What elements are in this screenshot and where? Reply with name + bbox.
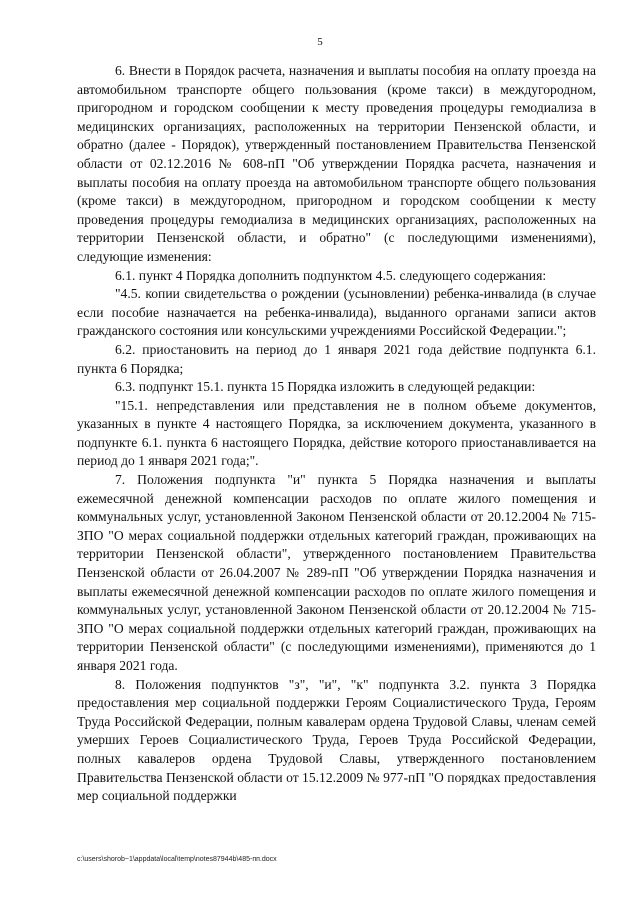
page-number: 5 [317, 36, 323, 48]
paragraph-6-2: 6.2. приостановить на период до 1 января 2021 года действие подпункта 6.1. пункта 6 Порядка; [77, 341, 596, 376]
paragraph-6-1: 6.1. пункт 4 Порядка дополнить подпунктом 4.5. следующего содержания: [115, 267, 547, 283]
paragraph-6: 6. Внести в Порядок расчета, назначения и выплаты пособия на оплату проезда на автомобильном транспорте общего пользования (кроме такси) в междугородном, пригородном и городском сообщении к месту проведения процедуры гемодиализа в медицинских организациях, расположенных на территории Пензенской области, и обратно (далее - Порядок), утвержденный постановлением Правительства Пензенской области от 02.12.2016 № 608-пП "Об утверждении Порядка расчета, назначения и выплаты пособия на оплату проезда на автомобильном транспорте общего пользования (кроме такси) в междугородном, пригородном и городском сообщении к месту проведения процедуры гемодиализа в медицинских организациях, расположенных на территории Пензенской области, и обратно" (с последующими изменениями), следующие изменения: [77, 63, 596, 264]
paragraph-15-1-quote: "15.1. непредставления или представления не в полном объеме документов, указанных в пункте 4 настоящего Порядка, за исключением документа, указанного в подпункте 6.1. пункта 6 настоящего Порядка, действие которого приостанавливается на период до 1 января 2021 года;". [77, 397, 596, 469]
paragraph-8: 8. Положения подпунктов "з", "и", "к" подпункта 3.2. пункта 3 Порядка предоставления мер социальной поддержки Героям Социалистического Труда, Героям Труда Российской Федерации, полным кавалерам ордена Трудовой Славы, членам семей умерших Героев Социалистического Труда, Героев Труда Российской Федерации, полных кавалеров ордена Трудовой Славы, утвержденного постановлением Правительства Пензенской области от 15.12.2009 № 977-пП "О порядках предоставления мер социальной поддержки [77, 676, 596, 804]
paragraph-7: 7. Положения подпункта "и" пункта 5 Порядка назначения и выплаты ежемесячной денежной компенсации расходов по оплате жилого помещения и коммунальных услуг, установленной Законом Пензенской области от 20.12.2004 № 715-ЗПО "О мерах социальной поддержки отдельных категорий граждан, проживающих на территории Пензенской области", утвержденного постановлением Правительства Пензенской области от 26.04.2007 № 289-пП "Об утверждении Порядка назначения и выплаты ежемесячной денежной компенсации расходов по оплате жилого помещения и коммунальных услуг, установленной Законом Пензенской области от 20.12.2004 № 715-ЗПО "О мерах социальной поддержки отдельных категорий граждан, проживающих на территории Пензенской области" (с последующими изменениями), применяются до 1 января 2021 года. [77, 472, 596, 673]
paragraph-6-3: 6.3. подпункт 15.1. пункта 15 Порядка изложить в следующей редакции: [115, 379, 536, 395]
footer-file-path: c:\users\shorob~1\appdata\local\temp\notes87944b\485-пп.docx [77, 856, 277, 863]
paragraph-4-5-quote: "4.5. копии свидетельства о рождении (усыновлении) ребенка-инвалида (в случае если пособие назначается на ребенка-инвалида), выданного органами записи актов гражданского состояния или консульскими учреждениями Российской Федерации."; [77, 286, 596, 339]
document-body [77, 62, 596, 806]
